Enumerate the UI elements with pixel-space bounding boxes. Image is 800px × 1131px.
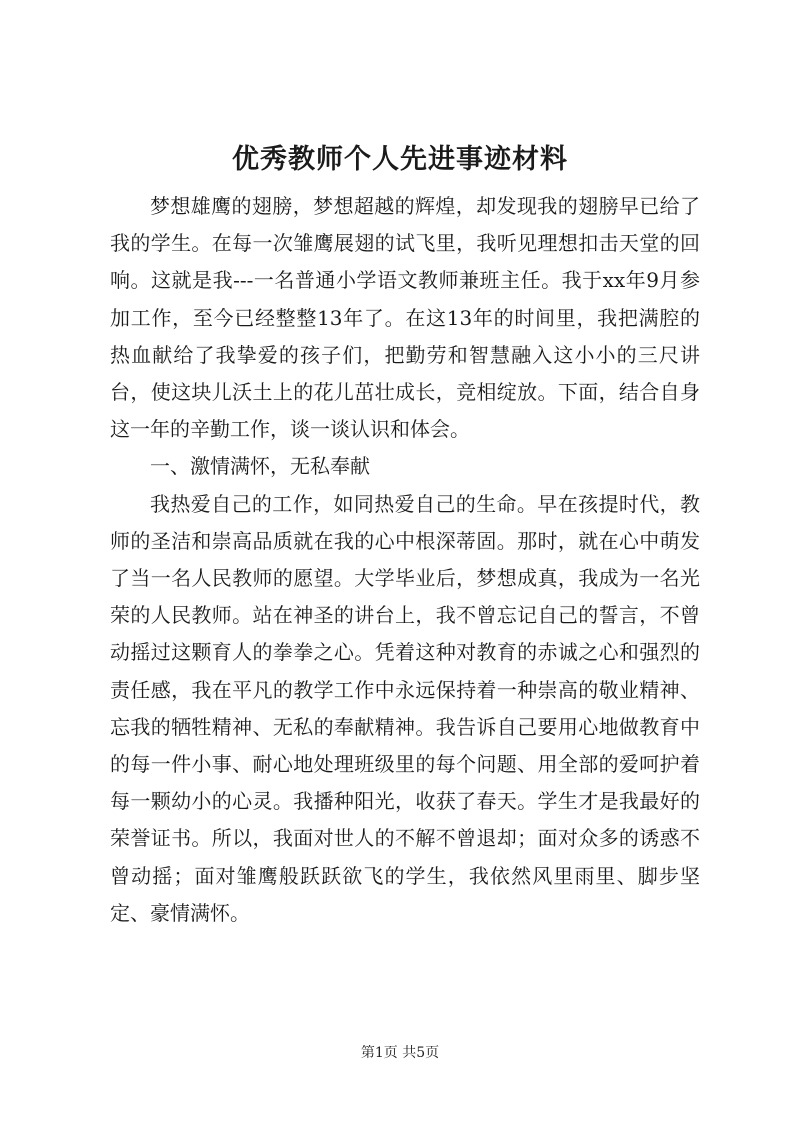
page-number-footer: 第1页 共5页 <box>360 1045 440 1061</box>
paragraph-intro: 梦想雄鹰的翅膀，梦想超越的辉煌，却发现我的翅膀早已给了我的学生。在每一次雏鹰展翅的试飞里，我听见理想扣击天堂的回响。这就是我---一名普通小学语文教师兼班主任。我于xx年9月参加工作，至今已经整整13年了。在这13年的时间里，我把满腔的热血献给了我挚爱的孩子们，把勤劳和智慧融入这小小的三尺讲台，使这块儿沃土上的花儿茁壮成长，竞相绽放。下面，结合自身这一年的辛勤工作，谈一谈认识和体会。 <box>110 194 700 442</box>
paragraph-section-one: 我热爱自己的工作，如同热爱自己的生命。早在孩提时代，教师的圣洁和崇高品质就在我的心中根深蒂固。那时，就在心中萌发了当一名人民教师的愿望。大学毕业后，梦想成真，我成为一名光荣的人民教师。站在神圣的讲台上，我不曾忘记自己的誓言，不曾动摇过这颗育人的拳拳之心。凭着这种对教育的赤诚之心和强烈的责任感，我在平凡的教学工作中永远保持着一种崇高的敬业精神、忘我的牺牲精神、无私的奉献精神。我告诉自己要用心地做教育中的每一件小事、耐心地处理班级里的每个问题、用全部的爱呵护着每一颗幼小的心灵。我播种阳光，收获了春天。学生才是我最好的荣誉证书。所以，我面对世人的不解不曾退却；面对众多的诱惑不曾动摇；面对雏鹰般跃跃欲飞的学生，我依然风里雨里、脚步坚定、豪情满怀。 <box>110 491 700 925</box>
document-title: 优秀教师个人先进事迹材料 <box>232 144 568 175</box>
document-body <box>110 188 700 932</box>
section-heading: 一、激情满怀，无私奉献 <box>150 454 370 479</box>
